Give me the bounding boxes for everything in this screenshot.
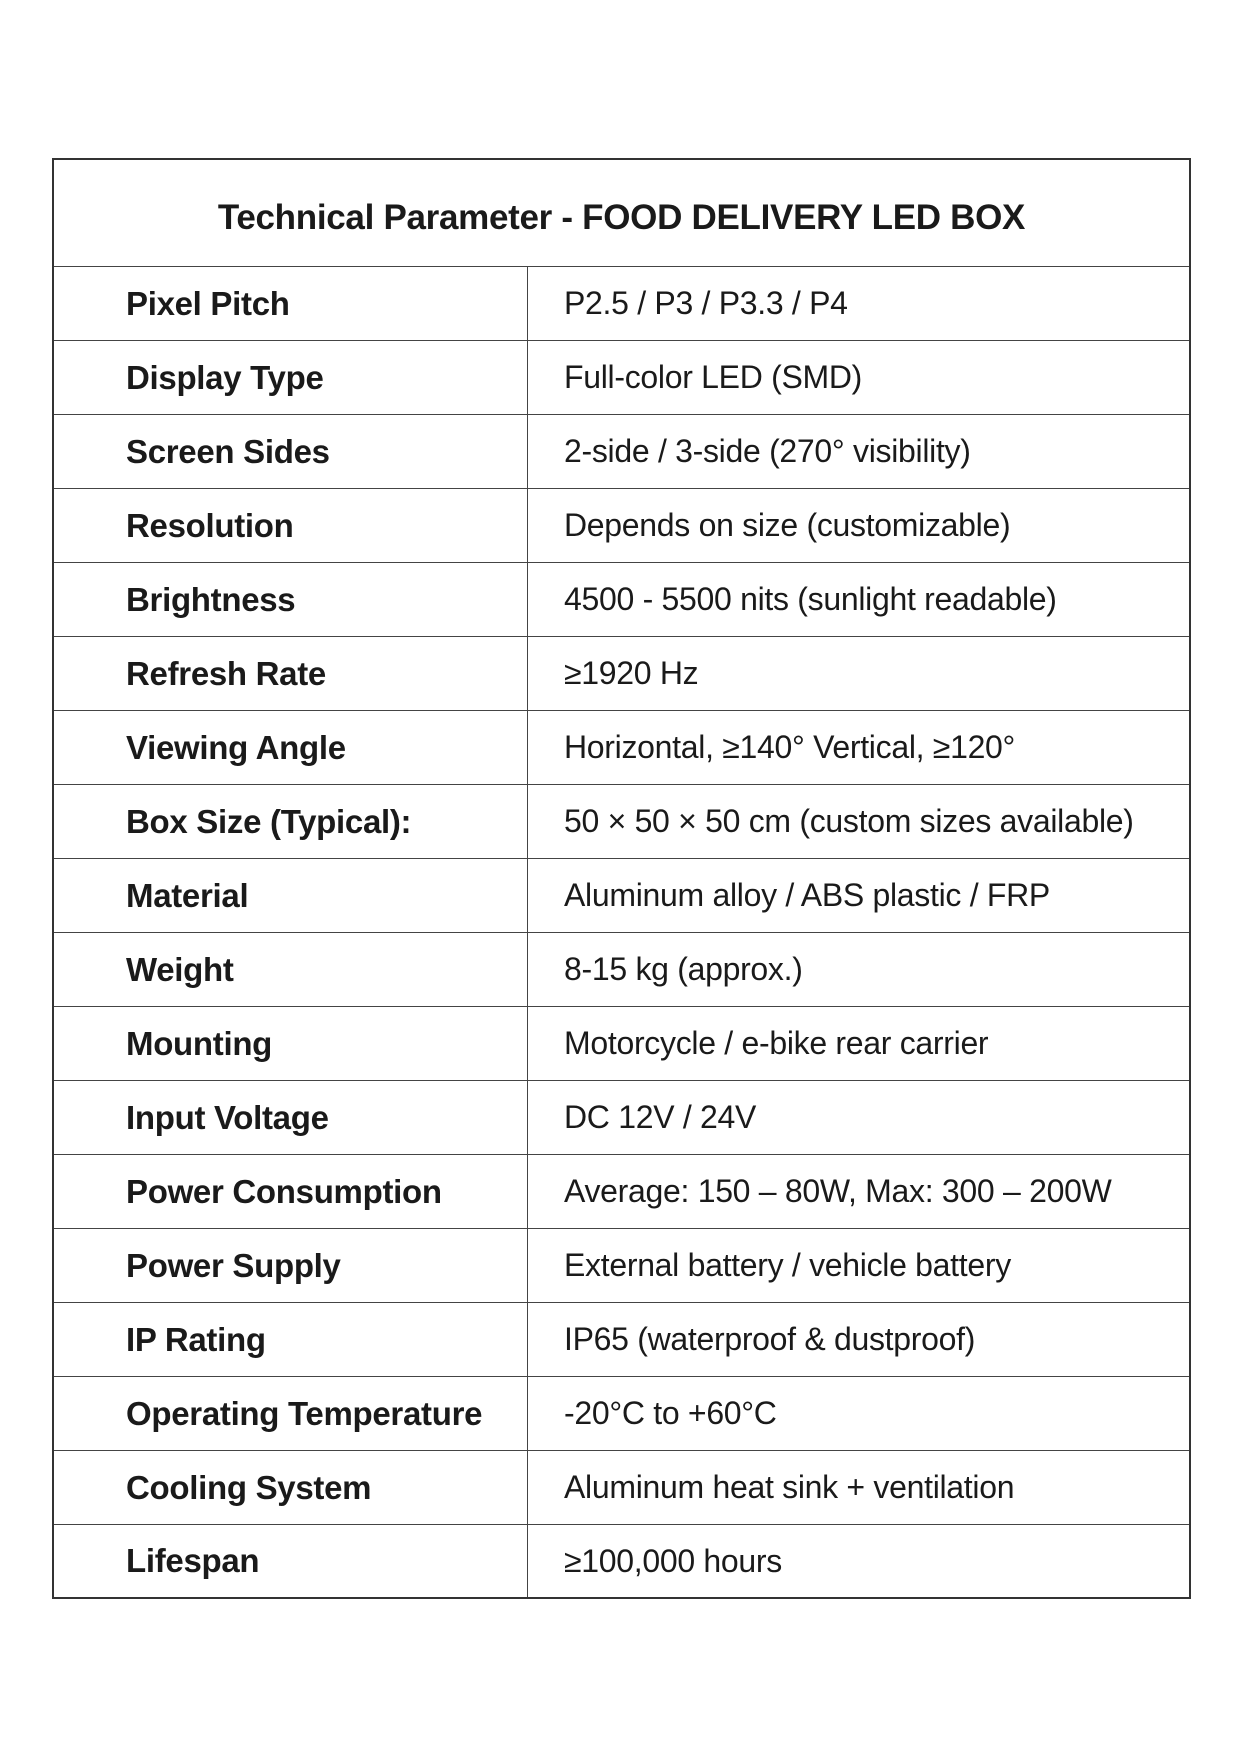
row-value: Depends on size (customizable) [564, 507, 1011, 543]
table-row [54, 711, 1189, 785]
table-row [54, 785, 1189, 859]
row-label: Mounting [54, 1007, 528, 1080]
row-label: Weight [54, 933, 528, 1006]
row-value: Average: 150 – 80W, Max: 300 – 200W [564, 1173, 1112, 1209]
row-value: Full-color LED (SMD) [564, 359, 863, 395]
table-row [54, 563, 1189, 637]
table-row [54, 1155, 1189, 1229]
table-row [54, 415, 1189, 489]
row-label: Pixel Pitch [54, 267, 528, 340]
row-value: 50 × 50 × 50 cm (custom sizes available) [564, 803, 1134, 839]
row-label: Power Consumption [54, 1155, 528, 1228]
row-value: ≥1920 Hz [564, 655, 699, 691]
table-title: Technical Parameter - FOOD DELIVERY LED BOX [54, 160, 1189, 267]
table-row [54, 1007, 1189, 1081]
row-label: Refresh Rate [54, 637, 528, 710]
spec-table [52, 158, 1191, 1599]
table-row [54, 1377, 1189, 1451]
row-label: IP Rating [54, 1303, 528, 1376]
row-value: 2-side / 3-side (270° visibility) [564, 433, 971, 469]
table-row [54, 1525, 1189, 1597]
row-label: Viewing Angle [54, 711, 528, 784]
row-label: Display Type [54, 341, 528, 414]
table-row [54, 267, 1189, 341]
row-label: Screen Sides [54, 415, 528, 488]
row-value: 4500 - 5500 nits (sunlight readable) [564, 581, 1057, 617]
row-value: DC 12V / 24V [564, 1099, 757, 1135]
row-value: Aluminum heat sink + ventilation [564, 1469, 1015, 1505]
table-row [54, 1451, 1189, 1525]
row-value: -20°C to +60°C [564, 1395, 777, 1431]
row-value: External battery / vehicle battery [564, 1247, 1011, 1283]
table-row [54, 1303, 1189, 1377]
table-row [54, 637, 1189, 711]
table-row [54, 341, 1189, 415]
row-label: Input Voltage [54, 1081, 528, 1154]
table-row [54, 859, 1189, 933]
row-label: Material [54, 859, 528, 932]
row-label: Operating Temperature [54, 1377, 528, 1450]
table-row [54, 1229, 1189, 1303]
table-row [54, 933, 1189, 1007]
row-value: P2.5 / P3 / P3.3 / P4 [564, 285, 848, 321]
row-value: IP65 (waterproof & dustproof) [564, 1321, 976, 1357]
row-value: 8-15 kg (approx.) [564, 951, 803, 987]
row-label: Lifespan [54, 1525, 528, 1597]
row-value: Motorcycle / e-bike rear carrier [564, 1025, 989, 1061]
row-label: Box Size (Typical): [54, 785, 528, 858]
row-label: Resolution [54, 489, 528, 562]
row-value: Horizontal, ≥140° Vertical, ≥120° [564, 729, 1016, 765]
row-value: Aluminum alloy / ABS plastic / FRP [564, 877, 1050, 913]
row-value: ≥100,000 hours [564, 1542, 782, 1579]
table-row [54, 489, 1189, 563]
table-row [54, 1081, 1189, 1155]
row-label: Cooling System [54, 1451, 528, 1524]
row-label: Power Supply [54, 1229, 528, 1302]
row-label: Brightness [54, 563, 528, 636]
